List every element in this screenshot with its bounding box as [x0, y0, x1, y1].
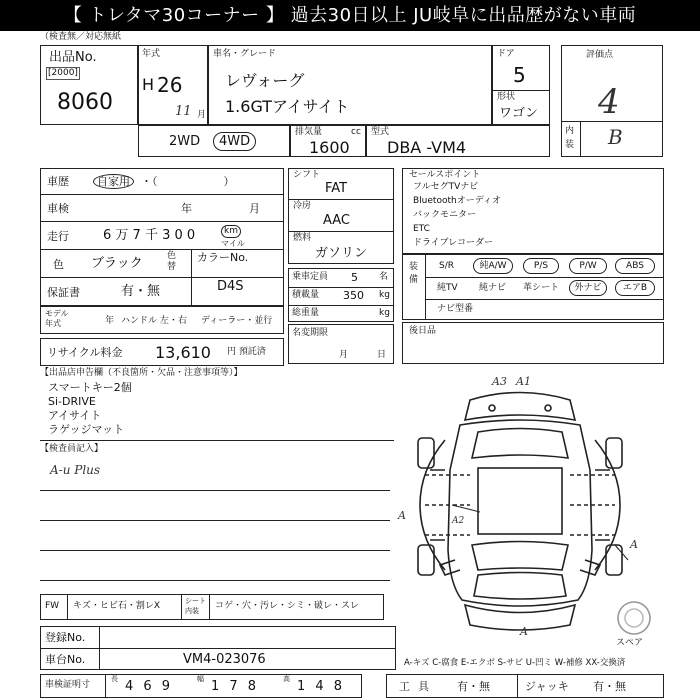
- sales-point-item: ETC: [413, 224, 430, 234]
- equip-airbag: エアB: [615, 280, 655, 296]
- model-name: レヴォーグ: [225, 71, 305, 90]
- type-value: DBA -VM4: [387, 138, 467, 157]
- equip-ps: P/S: [523, 258, 559, 274]
- recycle-value: 13,610: [155, 343, 211, 362]
- damage-mark-a1: A1: [516, 375, 531, 388]
- sales-point-item: Bluetoothオーディオ: [413, 196, 501, 206]
- spare-tire-label: スペア: [616, 638, 644, 648]
- fuel-value: ガソリン: [315, 246, 368, 261]
- drive-2wd: 2WD: [169, 134, 201, 149]
- doors-label: ドア: [497, 49, 515, 59]
- handle: ハンドル 左・右: [121, 316, 187, 326]
- model-year-label: モデル年式: [45, 309, 69, 328]
- name-change-label: 名変期限: [292, 328, 329, 338]
- displacement-value: 1600: [309, 138, 350, 157]
- damage-legend: A-キズ C-腐食 E-エクボ S-サビ U-凹ミ W-補修 XX-交換済: [404, 658, 626, 668]
- remark-item: スマートキー2個: [48, 381, 132, 394]
- color-value: ブラック: [91, 256, 143, 271]
- body-value: ワゴン: [499, 106, 539, 121]
- displacement-unit: cc: [351, 127, 361, 137]
- jack-label: ジャッキ: [525, 680, 569, 693]
- dealer: ディーラー・並行: [201, 316, 273, 326]
- damage-mark-left: A: [398, 509, 406, 522]
- capacity-label: 乗車定員: [292, 272, 329, 282]
- lot-code: [2000]: [48, 68, 78, 78]
- equip-navi: 純ナビ: [479, 283, 507, 293]
- equip-leather: 革シート: [523, 283, 560, 293]
- fw-label: FW: [45, 601, 60, 611]
- load-value: 350: [343, 289, 364, 302]
- name-change-day: 日: [377, 350, 387, 360]
- top-banner: 【 トレタマ30コーナー 】 過去30日以上 JU岐阜に出品歴がない車両: [0, 0, 700, 31]
- model-year-unit: 年: [105, 316, 115, 326]
- equip-sr: S/R: [439, 261, 454, 271]
- history-value: 自家用: [93, 174, 134, 189]
- tools-box: [386, 674, 664, 698]
- tools-label: 工具: [399, 680, 437, 693]
- sales-points-label: セールスポイント: [409, 170, 481, 180]
- lot-label: 出品No.: [49, 50, 97, 65]
- color-label: 色: [53, 258, 64, 271]
- equip-ext-navi: 外ナビ: [569, 280, 607, 296]
- equip-pw: P/W: [569, 258, 607, 274]
- equipment-label: 装備: [409, 262, 419, 285]
- model-grade: 1.6GTアイサイト: [225, 97, 350, 116]
- damage-mark-right: A: [630, 538, 638, 551]
- shift-label: シフト: [293, 170, 321, 180]
- inspection-month: 月: [249, 202, 260, 215]
- dims-length-label: 長: [111, 675, 118, 683]
- year-month: 11: [175, 104, 192, 119]
- color-change-label: 色替: [167, 251, 177, 272]
- dims-label: 車検証明寸: [45, 680, 91, 690]
- inspection-year: 年: [181, 202, 192, 215]
- sales-point-item: フルセグTVナビ: [413, 182, 479, 192]
- subnote: （検査無／対応無紙: [40, 32, 122, 42]
- sheet-label: シート内装: [185, 597, 206, 615]
- dimensions-box: [40, 674, 362, 698]
- grade-label: 評価点: [586, 50, 614, 60]
- warranty-label: 保証書: [47, 286, 80, 299]
- model-label: 車名・グレード: [213, 49, 277, 59]
- damage-mark-a2: A2: [452, 516, 465, 526]
- inspector-label: 【検査員記入】: [40, 444, 104, 454]
- tools-value: 有・無: [457, 680, 490, 693]
- remarks-label: 【出品店申告欄（不良箇所・欠品・注意事項等）】: [40, 368, 243, 378]
- year-month-unit: 月: [197, 110, 207, 120]
- jack-value: 有・無: [593, 680, 626, 693]
- equip-aw: 純A/W: [473, 258, 513, 274]
- lot-number: 8060: [57, 90, 113, 115]
- color-code: D4S: [217, 279, 244, 294]
- shift-value: FAT: [325, 181, 348, 196]
- capacity-unit: 名: [379, 272, 389, 282]
- year-era: H: [142, 75, 155, 94]
- color-code-label: カラーNo.: [197, 251, 249, 264]
- dims-height: 1 4 8: [297, 679, 346, 694]
- displacement-label: 排気量: [295, 127, 323, 137]
- history-rest: ・（ ）: [141, 175, 235, 188]
- dims-height-label: 高: [283, 675, 290, 683]
- damage-mark-a3: A3: [492, 375, 507, 388]
- equip-abs: ABS: [615, 258, 655, 274]
- damage-mark-bottom: A: [520, 625, 528, 638]
- chassis-label: 車台No.: [45, 653, 86, 666]
- inspector-note: A-u Plus: [50, 463, 101, 477]
- interior-label: 内装: [565, 126, 575, 150]
- mileage-value: 6 万 7 千 3 0 0: [103, 228, 196, 243]
- body-label: 形状: [497, 92, 516, 102]
- grade-score: 4: [598, 82, 620, 122]
- recycle-unit: 円 預託済: [227, 347, 266, 357]
- retrofit-label: 後日品: [409, 326, 437, 336]
- name-change-month: 月: [339, 350, 349, 360]
- sheet-items: コゲ・穴・汚レ・シミ・破レ・スレ: [215, 601, 360, 611]
- mileage-label: 走行: [47, 230, 69, 243]
- registration-label: 登録No.: [45, 631, 86, 644]
- year-label: 年式: [142, 49, 161, 59]
- interior-grade: B: [608, 125, 623, 149]
- navi-model-label: ナビ型番: [437, 304, 474, 314]
- aircon-value: AAC: [323, 213, 350, 228]
- sales-point-item: ドライブレコーダー: [413, 238, 494, 248]
- dims-width: 1 7 8: [211, 679, 260, 694]
- recycle-label: リサイクル料金: [47, 346, 123, 359]
- load-label: 積載量: [292, 290, 320, 300]
- equip-tv: 純TV: [437, 283, 458, 293]
- gross-label: 総重量: [292, 308, 320, 318]
- fuel-label: 燃料: [293, 233, 312, 243]
- drive-4wd: 4WD: [213, 132, 256, 151]
- dims-width-label: 幅: [197, 675, 204, 683]
- remark-item: ラゲッジマット: [48, 423, 125, 436]
- inspection-label: 車検: [47, 202, 69, 215]
- mileage-km: km: [221, 225, 241, 238]
- sales-point-item: バックモニター: [413, 210, 477, 220]
- year-value: 26: [157, 73, 183, 97]
- fw-items: キズ・ヒビ石・割レX: [73, 601, 160, 611]
- aircon-label: 冷房: [293, 201, 312, 211]
- mileage-mile: マイル: [221, 239, 245, 248]
- dims-length: 4 6 9: [125, 679, 174, 694]
- doors-value: 5: [513, 63, 526, 87]
- remark-item: Si-DRIVE: [48, 395, 96, 408]
- load-unit: kg: [379, 290, 390, 300]
- warranty-value: 有・無: [121, 284, 161, 299]
- type-label: 型式: [371, 127, 390, 137]
- capacity-value: 5: [351, 271, 358, 284]
- gross-unit: kg: [379, 308, 390, 318]
- remark-item: アイサイト: [48, 409, 102, 422]
- history-label: 車歴: [47, 175, 69, 188]
- chassis-value: VM4-023076: [183, 652, 266, 667]
